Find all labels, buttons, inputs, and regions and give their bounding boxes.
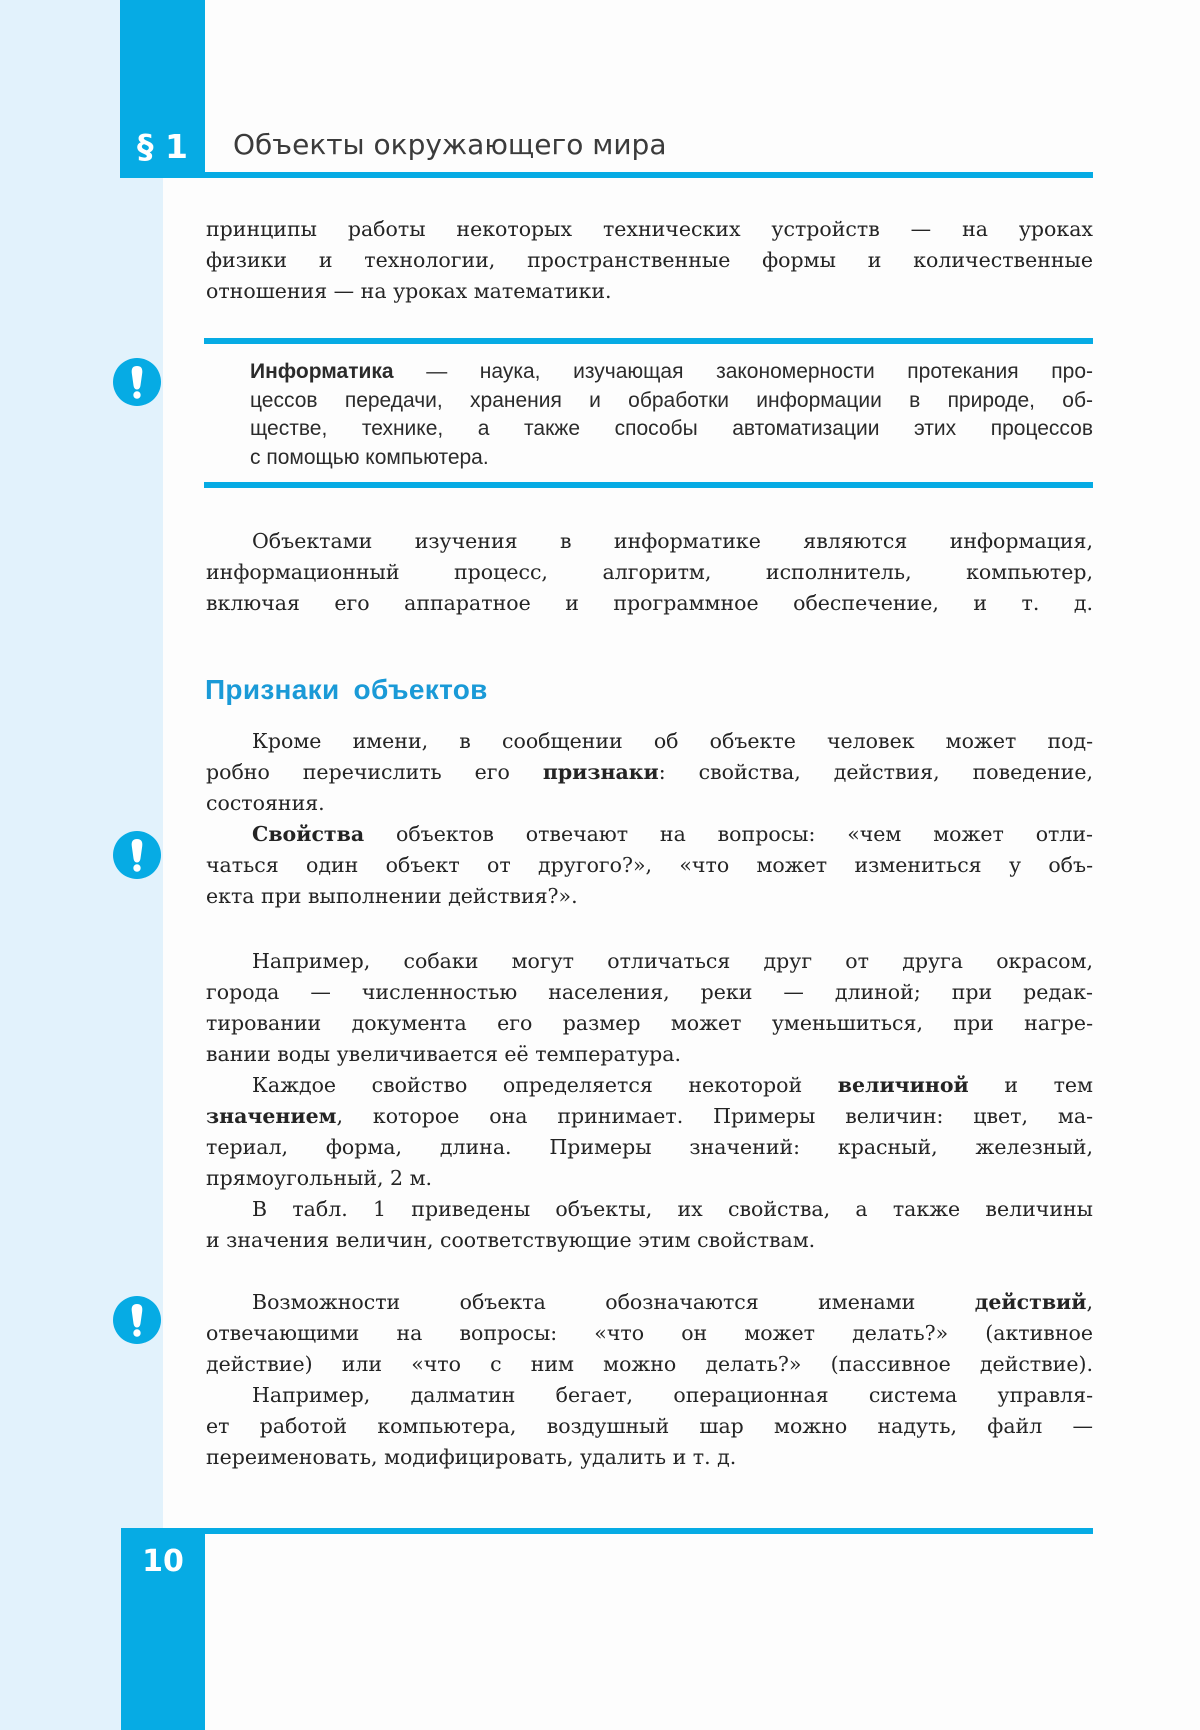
- text-line: Свойства объектов отвечают на вопросы: «чем может отли-: [252, 822, 1093, 846]
- paragraph-features: [206, 726, 1093, 912]
- text-line: отношения — на уроках математики.: [206, 279, 612, 303]
- text-line: переименовать, модифицировать, удалить и т. д.: [206, 1445, 737, 1469]
- text-line: физики и технологии, пространственные формы и количественные: [206, 248, 1093, 272]
- text-line: и значения величин, соответствующие этим свойствам.: [206, 1228, 816, 1252]
- alert-icon: [113, 831, 161, 879]
- text-line: екта при выполнении действия?».: [206, 884, 578, 908]
- text-line: действие) или «что с ним можно делать?» (пассивное действие).: [206, 1352, 1093, 1376]
- text-line: отвечающими на вопросы: «что он может делать?» (активное: [206, 1321, 1093, 1345]
- text-line: Кроме имени, в сообщении об объекте человек может под-: [252, 729, 1093, 753]
- text-line: прямоугольный, 2 м.: [206, 1166, 433, 1190]
- text-line: Каждое свойство определяется некоторой величиной и тем: [252, 1073, 1093, 1097]
- text-line: включая его аппаратное и программное обеспечение, и т. д.: [206, 591, 1093, 615]
- text-line: Объектами изучения в информатике являются информация,: [252, 529, 1093, 553]
- text-line: значением, которое она принимает. Примеры величин: цвет, ма-: [206, 1104, 1093, 1128]
- text-line: Например, собаки могут отличаться друг от друга окрасом,: [252, 949, 1093, 973]
- alert-icon: [113, 1296, 161, 1344]
- text-line: териал, форма, длина. Примеры значений: красный, железный,: [206, 1135, 1093, 1159]
- text-line: состояния.: [206, 791, 325, 815]
- footer-rule: [121, 1528, 1093, 1534]
- paragraph-actions: [206, 1287, 1093, 1473]
- header-rule: [204, 172, 1093, 178]
- text-line: Возможности объекта обозначаются именами действий,: [252, 1290, 1093, 1314]
- paragraph-study-objects: [206, 526, 1093, 619]
- text-line: ет работой компьютера, воздушный шар можно надуть, файл —: [206, 1414, 1093, 1438]
- section-subheading: Признаки объектов: [205, 674, 488, 705]
- text-line: принципы работы некоторых технических устройств — на уроках: [206, 217, 1093, 241]
- text-line: цессов передачи, хранения и обработки информации в природе, об-: [250, 388, 1093, 412]
- paragraph-continuation: [206, 214, 1093, 307]
- text-line: чаться один объект от другого?», «что может измениться у объ-: [206, 853, 1093, 877]
- definition-rule-top: [204, 338, 1093, 344]
- text-line: вании воды увеличивается её температура.: [206, 1042, 682, 1066]
- page-number: 10: [142, 1544, 184, 1579]
- alert-icon: [113, 358, 161, 406]
- page-number-box: [121, 1528, 205, 1730]
- text-line: с помощью компьютера.: [250, 445, 489, 469]
- definition-rule-bottom: [204, 482, 1093, 488]
- text-line: тировании документа его размер может уменьшиться, при нагре-: [206, 1011, 1093, 1035]
- text-line: города — численностью населения, реки — длиной; при редак-: [206, 980, 1093, 1004]
- text-line: информационный процесс, алгоритм, исполнитель, компьютер,: [206, 560, 1093, 584]
- definition-block: [250, 358, 1093, 472]
- text-line: В табл. 1 приведены объекты, их свойства, а также величины: [252, 1197, 1093, 1221]
- section-number: § 1: [137, 127, 188, 166]
- section-number-box: [120, 0, 205, 178]
- text-line: Например, далматин бегает, операционная система управля-: [252, 1383, 1093, 1407]
- text-line: Информатика — наука, изучающая закономерности протекания про-: [250, 360, 1093, 383]
- text-line: робно перечислить его признаки: свойства, действия, поведение,: [206, 760, 1093, 784]
- paragraph-values: [206, 946, 1093, 1256]
- text-line: ществе, технике, а также способы автоматизации этих процессов: [250, 417, 1093, 440]
- page-title: Объекты окружающего мира: [233, 128, 667, 161]
